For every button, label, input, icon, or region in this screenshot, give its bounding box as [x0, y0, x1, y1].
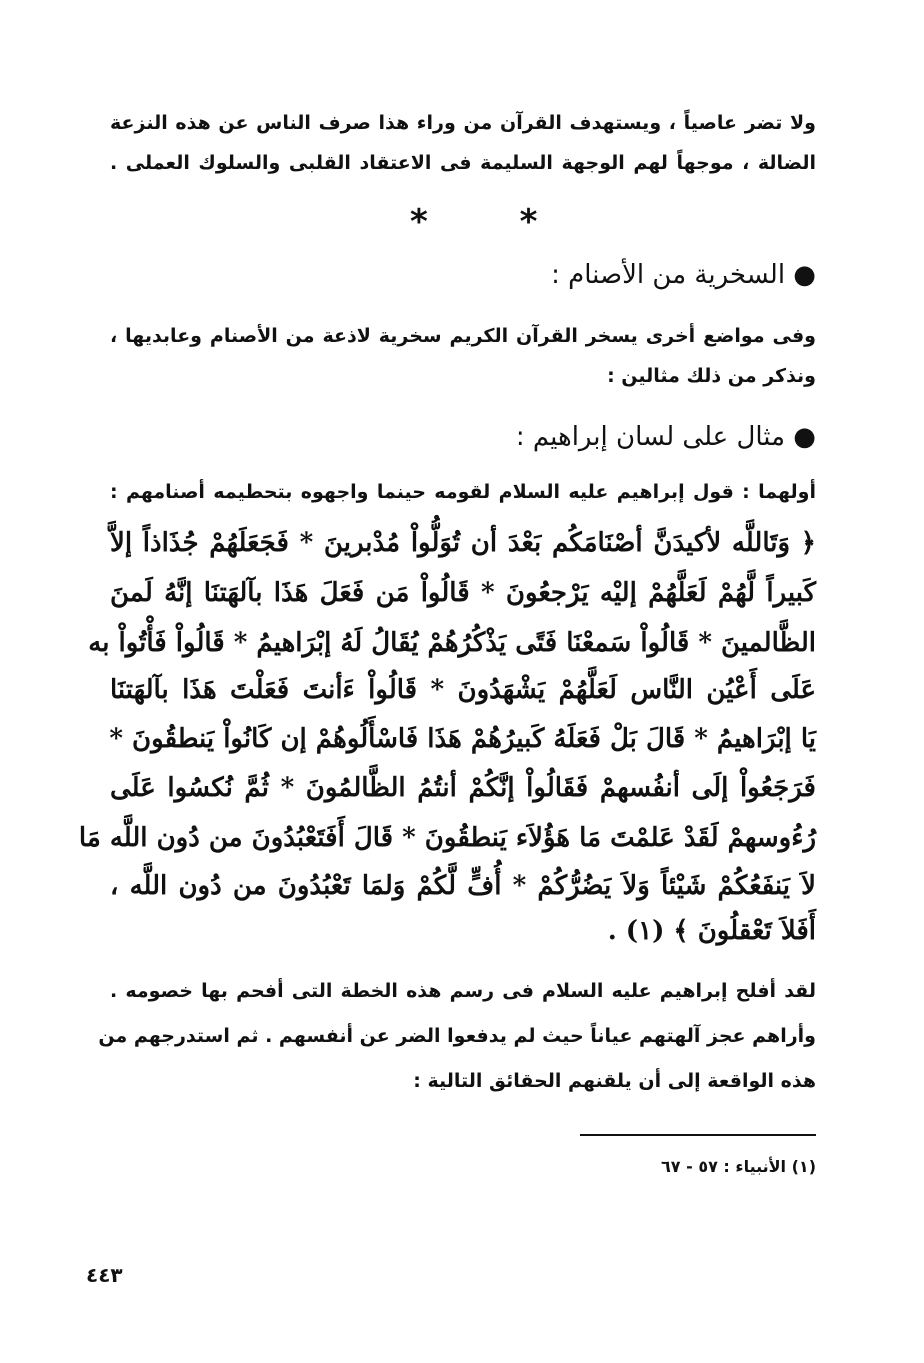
quran-line: رُءُوسهمْ لَقَدْ عَلمْتَ مَا هَؤُلاَء يَنطقُونَ * قَالَ أَفَتَعْبُدُونَ من دُون اللَّه مَا	[78, 823, 816, 853]
footnote-divider	[580, 1134, 816, 1136]
quran-line: كَبيراً لَّهُمْ لَعَلَّهُمْ إليْه يَرْجعُونَ * قَالُواْ مَن فَعَلَ هَذَا بآلهَتنَا إنَّهُ لَمنَ	[110, 578, 816, 608]
quran-line: الظَّالمينَ * قَالُواْ سَمعْنَا فَتًى يَذْكُرُهُمْ يُقَالُ لَهُ إبْرَاهيمُ * قَالُواْ فَأْتُواْ به	[88, 628, 816, 658]
quran-line: فَرَجَعُواْ إلَى أنفُسهمْ فَقَالُواْ إنَّكُمْ أنتُمُ الظَّالمُونَ * ثُمَّ نُكسُوا عَلَى	[110, 773, 816, 803]
quran-line: ﴿ وَتَاللَّه لأكيدَنَّ أصْنَامَكُم بَعْدَ أن تُوَلُّواْ مُدْبرينَ * فَجَعَلَهُمْ جُذَاذاً إلاَّ	[110, 528, 816, 558]
quran-line: أَفَلاَ تَعْقلُونَ ﴾ (١) .	[607, 916, 816, 946]
paragraph-line: هذه الواقعة إلى أن يلقنهم الحقائق التالية :	[413, 1070, 816, 1092]
paragraph-line: أولهما : قول إبراهيم عليه السلام لقومه حينما واجهوه بتحطيمه أصنامهم :	[110, 481, 816, 503]
paragraph-line: وفى مواضع أخرى يسخر القرآن الكريم سخرية لاذعة من الأصنام وعابديها ،	[110, 325, 816, 347]
paragraph-line: الضالة ، موجهاً لهم الوجهة السليمة فى الاعتقاد القلبى والسلوك العملى .	[110, 152, 816, 174]
section-separator: * *	[410, 202, 578, 242]
footnote: (١) الأنبياء : ٥٧ - ٦٧	[661, 1157, 816, 1176]
page-number: ٤٤٣	[86, 1263, 123, 1287]
quran-line: يَا إبْرَاهيمُ * قَالَ بَلْ فَعَلَهُ كَبيرُهُمْ هَذَا فَاسْأَلُوهُمْ إن كَانُواْ يَنطقُونَ *	[109, 724, 816, 754]
quran-line: عَلَى أَعْيُن النَّاس لَعَلَّهُمْ يَشْهَدُونَ * قَالُواْ ءَأنتَ فَعَلْتَ هَذَا بآلهَتنَا	[110, 675, 816, 705]
section-heading: ● مثال على لسان إبراهيم :	[515, 422, 816, 452]
paragraph-line: وأراهم عجز آلهتهم عياناً حيث لم يدفعوا الضر عن أنفسهم . ثم استدرجهم من	[98, 1025, 816, 1047]
paragraph-line: لقد أفلح إبراهيم عليه السلام فى رسم هذه الخطة التى أفحم بها خصومه .	[110, 980, 816, 1002]
paragraph-line: ولا تضر عاصياً ، ويستهدف القرآن من وراء هذا صرف الناس عن هذه النزعة	[110, 112, 816, 134]
section-heading: ● السخرية من الأصنام :	[551, 260, 816, 290]
quran-line: لاَ يَنفَعُكُمْ شَيْئاً وَلاَ يَضُرُّكُمْ * أُفٍّ لَّكُمْ وَلمَا تَعْبُدُونَ من دُون اللَّه ،	[110, 871, 816, 901]
paragraph-line: ونذكر من ذلك مثالين :	[607, 365, 816, 387]
